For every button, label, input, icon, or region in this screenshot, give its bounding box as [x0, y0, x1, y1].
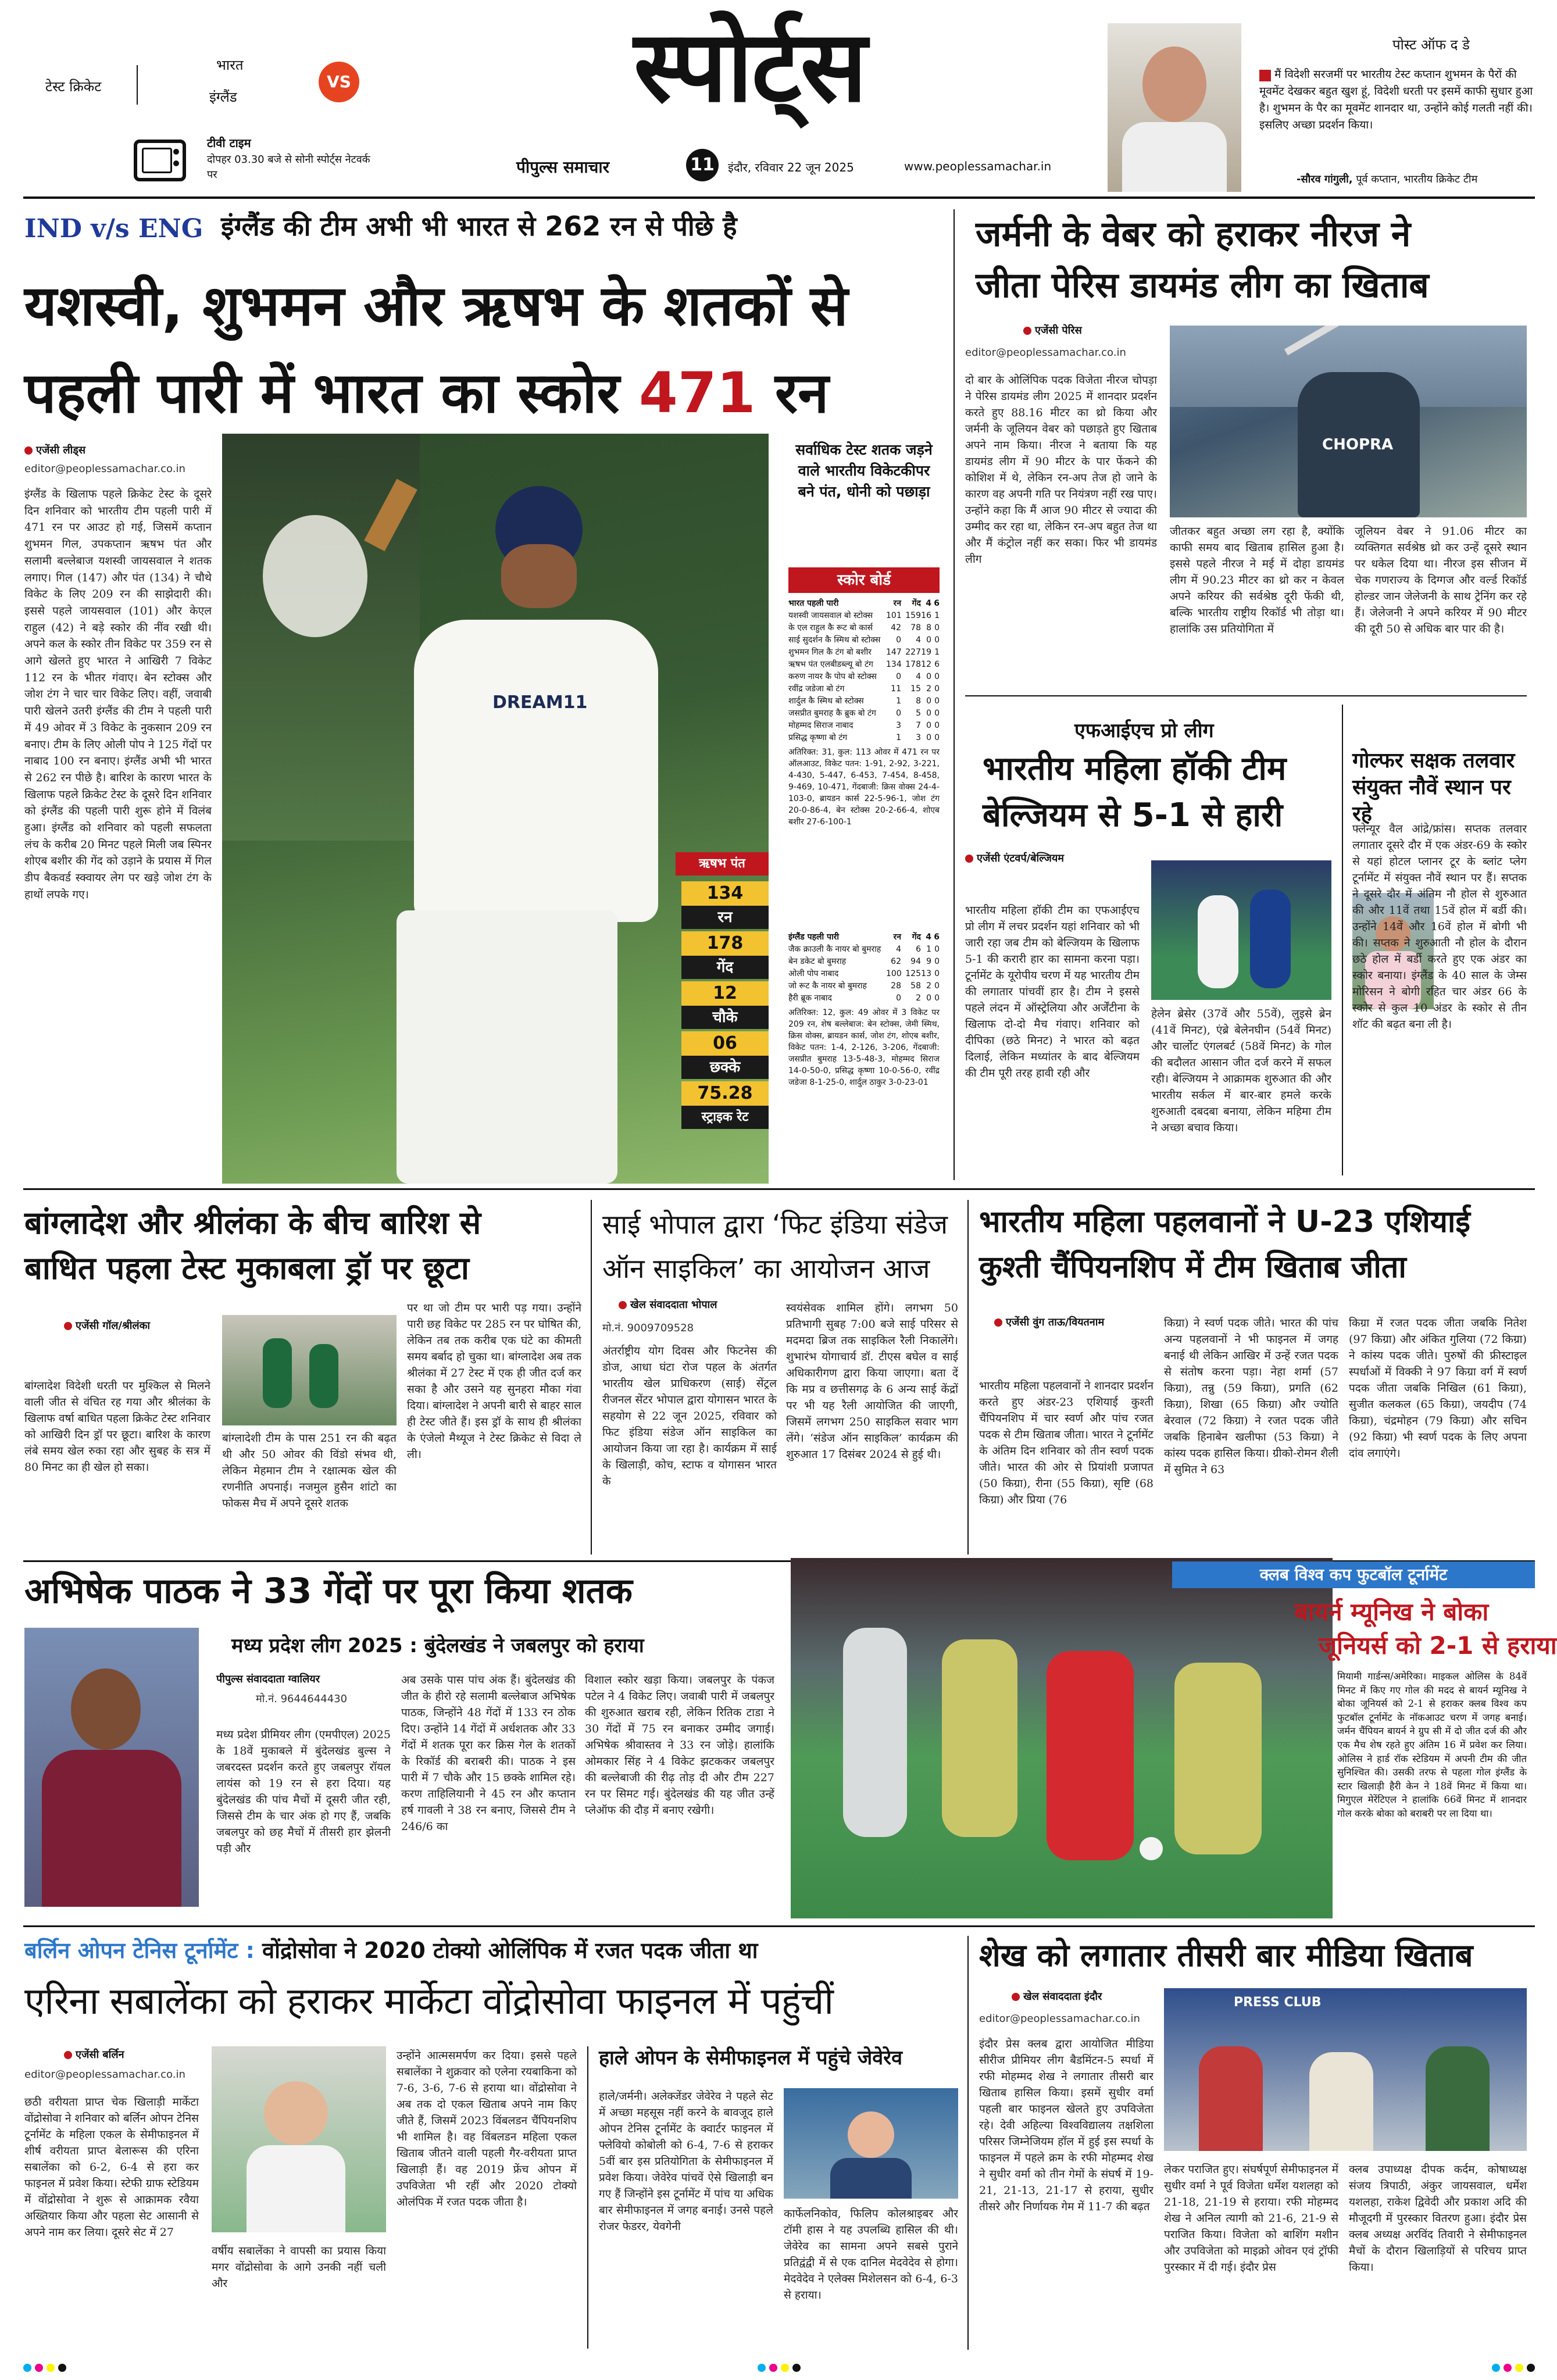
- neeraj-col2: जीतकर बहुत अच्छा लग रहा है, क्योंकि काफी समय बाद खिताब हासिल हुआ है। इससे पहले नीरज ने मई में दोहा डायमंड लीग में 90.23 मीटर का थ्रो कर न केवल अपने करियर की सर्वश्रेष्ठ दूरी फेंकी थी, बल्कि भारतीय राष्ट्रीय रिकॉर्ड भी तोड़ा था। हालांकि उस प्रतियोगिता में: [1170, 525, 1344, 635]
- banner-text: PRESS CLUB: [1234, 1995, 1322, 2010]
- masthead: [0, 0, 1557, 201]
- lead-headline-1: यशस्वी, शुभमन और ऋषभ के शतकों से: [24, 273, 848, 338]
- pant-stats: [681, 881, 769, 1131]
- stat-sixes: 06 छक्के: [681, 1031, 769, 1081]
- wrestling-col2: किग्रा) ने स्वर्ण पदक जीते। भारत की पांच अन्य पहलवानों ने भी फाइनल में जगह बनाई थी लेकिन आखिर में उन्हें रजत पदक से संतोष करना पड़ा। नेहा शर्मा (57 किग्रा), तन्नु (59 किग्रा), प्रगति (62 किग्रा), शिखा (65 किग्रा) और ज्योति बेरवाल (72 किग्रा) ने रजत पदक जीते जबकि हिनाबेन खलीफा (53 किग्रा) ने कांस्य पदक हासिल किया। ग्रीको-रोमन शैली में सुमित ने 63: [1164, 1317, 1338, 1476]
- scoreboard-row: प्रसिद्ध कृष्णा बो टंग 1 3 0 0: [788, 733, 940, 742]
- semi-headline: हाले ओपन के सेमीफाइनल में पहुंचे जेवेरेव: [599, 2046, 902, 2070]
- post-of-day-title: पोस्ट ऑफ द डे: [1392, 37, 1470, 53]
- hockey-byline: एजेंसी एंटवर्प/बेल्जियम: [965, 851, 1064, 865]
- golf-body: फ्लेन्यूर वैल आंद्रे/फ्रांस। सप्तक तलवार लगातार दूसरे दौर में एक अंडर-69 के स्कोर से यहां होटल प्लानर टूर के ब्लांट प्लेग टूर्नामेंट में संयुक्त नौवें स्थान पर हैं। सप्तक ने दूसरे दौर में अंतिम नौ होल से शुरुआत की और 11वें तथा 15वें होल में बर्डी की। उन्होंने 14वें और 16वें होल में बोगी भी की। सप्तक ने शुरुआती नौ होल के दौरान छठे होल में बर्डी करते हुए एक अंडर का स्कोर बनाया। इंग्लैंड के 40 साल के जेम्स मोरिसन ने बोगी रहित चार अंडर 66 के स्कोर से कुल 10 अंडर के स्कोर से तीन शॉट की बढ़त बना ली है।: [1352, 823, 1527, 1031]
- scoreboard-row: मोहम्मद सिराज नाबाद 3 7 0 0: [788, 721, 940, 730]
- tennis-byline: एजेंसी बर्लिन: [64, 2047, 124, 2061]
- bayern-headline-2: जूनियर्स को 2-1 से हराया: [1319, 1631, 1557, 1660]
- neeraj-photo: [1170, 326, 1527, 517]
- abhishek-photo: [24, 1628, 199, 1907]
- media-headline: शेख को लगातार तीसरी बार मीडिया खिताब: [979, 1937, 1473, 1974]
- scoreboard-row: जसप्रीत बुमराह कै ब्रुक बो टंग 0 5 0 0: [788, 709, 940, 718]
- hockey-headline-2: बेल्जियम से 5-1 से हारी: [983, 796, 1283, 834]
- stat-balls: 178 गेंद: [681, 931, 769, 981]
- bangla-col3: पर था जो टीम पर भारी पड़ गया। उन्होंने पारी छह विकेट पर 285 रन पर घोषित की, लेकिन तब तक करीब एक घंटे का कीमती समय बर्बाद हो चुका था। बांग्लादेश अब तक श्रीलंका में 27 टेस्ट में एक ही जीत दर्ज कर सका है और उसने यह सुनहरा मौका गंवा दिया। बांग्लादेश ने अपनी बारी से बाहर साल ही टेस्ट जीते हैं। इस ड्रॉ के साथ ही श्रीलंका के एंजेलो मैथ्यूज ने टेस्ट क्रिकेट से विदा ले ली।: [407, 1302, 581, 1461]
- hockey-photo: [1151, 860, 1331, 1000]
- scoreboard-header: भारत पहली पारी रन गेंद 4 6: [788, 599, 940, 608]
- tv-time-text: दोपहर 03.30 बजे से सोनी स्पोर्ट्स नेटवर्क पर: [207, 153, 370, 181]
- abhishek-byline: पीपुल्स संवाददाता ग्वालियर: [216, 1673, 320, 1685]
- masthead-title: स्पोर्ट्स: [634, 9, 866, 124]
- wrestling-col1: भारतीय महिला पहलवानों ने शानदार प्रदर्शन करते हुए अंडर-23 एशियाई कुश्ती चैंपियनशिप में चार स्वर्ण और पांच रजत पदक से टीम खिताब जीता। भारत ने टूर्नामेंट के अंतिम दिन शनिवार को तीन स्वर्ण पदक जीते। भारत की ओर से प्रियांशी प्रजापत (50 किग्रा), रीना (55 किग्रा), सृष्टि (68 किग्रा) और प्रिया (76: [979, 1380, 1154, 1506]
- stat-strike-rate: 75.28 स्ट्राइक रेट: [681, 1081, 769, 1131]
- neeraj-headline-1: जर्मनी के वेबर को हराकर नीरज ने: [976, 214, 1411, 255]
- scoreboard-header: इंग्लैंड पहली पारी रन गेंद 4 6: [788, 932, 940, 942]
- scoreboard-row: जो रूट कै नायर बो बुमराह 28 58 2 0: [788, 981, 940, 991]
- scoreboard-row: ओली पोप नाबाद 100 125 13 0: [788, 969, 940, 978]
- abhishek-phone: मो.नं. 9644644430: [256, 1693, 348, 1705]
- wrestling-headline-2: कुश्ती चैंपियनशिप में टीम खिताब जीता: [979, 1250, 1406, 1285]
- media-email: editor@peoplessamachar.co.in: [979, 2013, 1140, 2025]
- pant-stats-label: ऋषभ पंत: [676, 852, 769, 875]
- bangla-headline-1: बांग्लादेश और श्रीलंका के बीच बारिश से: [24, 1205, 481, 1241]
- scoreboard-row: ऋषभ पंत एलबीडब्ल्यू बो टंग 134 178 12 6: [788, 660, 940, 669]
- bangla-headline-2: बाधित पहला टेस्ट मुकाबला ड्रॉ पर छूटा: [24, 1250, 469, 1287]
- scoreboard-row: शार्दुल कै स्मिथ बो स्टोक्स 1 8 0 0: [788, 696, 940, 706]
- neeraj-headline-2: जीता पेरिस डायमंड लीग का खिताब: [976, 265, 1429, 306]
- scoreboard-row: हैरी ब्रूक नाबाद 0 2 0 0: [788, 994, 940, 1003]
- scoreboard-row: यशस्वी जायसवाल बो स्टोक्स 101 159 16 1: [788, 611, 940, 620]
- scoreboard-title: स्कोर बोर्ड: [788, 567, 940, 593]
- media-col1: इंदौर प्रेस क्लब द्वारा आयोजित मीडिया सीरीज प्रीमियर लीग बैडमिंटन-5 स्पर्धा में रफी मोहम्मद शेख ने लगातार तीसरी बार खिताब हासिल किया। इसमें सुधीर वर्मा पहली बार फाइनल खेलते हुए उपविजेता रहे। देवी अहिल्या विश्वविद्यालय तक्षशिला परिसर जिम्नेजियम हॉल में हुई इस स्पर्धा के फाइनल में पहले क्रम के रफी मोहम्मद शेख ने सुधीर वर्मा को तीन गेमों के संघर्ष में 19-21, 21-13, 21-17 से हराया, सुधीर तीसरे और निर्णायक गेम में 11-7 की बढ़त: [979, 2038, 1154, 2213]
- post-of-day-author: -सौरव गांगुली,: [1297, 173, 1353, 185]
- bangla-col2: बांग्लादेशी टीम के पास 251 रन की बढ़त थी और 50 ओवर की विंडो संभव थी, लेकिन मेहमान टीम ने रक्षात्मक खेल की रणनीति अपनाई। नजमुल हुसैन शांटो का फोकस मैच में अपने दूसरे शतक: [222, 1432, 397, 1510]
- page-number: 11: [686, 149, 719, 181]
- scoreboard-summary: अतिरिक्त: 12, कुल: 49 ओवर में 3 विकेट पर 209 रन, शेष बल्लेबाज: बेन स्टोक्स, जेमी स्मिथ, क्रिस वोक्स, ब्रायडन कार्स, जोश टंग, शोएब बशीर, विकेट पतन: 1-4, 2-126, 3-206, गेंदबाजी: जसप्रीत बुमराह 13-5-48-3, मोहम्मद सिराज 14-0-50-0, प्रसिद्ध कृष्णा 10-0-56-0, रवींद्र जडेजा 8-1-25-0, शार्दुल ठाकुर 3-0-23-01: [788, 1008, 940, 1087]
- scoreboard-row: के एल राहुल कै रूट बो कार्स 42 78 8 0: [788, 623, 940, 632]
- post-of-day-author-role: पूर्व कप्तान, भारतीय क्रिकेट टीम: [1356, 173, 1478, 185]
- tennis-kicker: बर्लिन ओपन टेनिस टूर्नामेंट : वोंद्रोसोवा ने 2020 टोक्यो ओलिंपिक में रजत पदक जीता था: [24, 1938, 758, 1963]
- neeraj-email: editor@peoplessamachar.co.in: [965, 346, 1126, 359]
- ganguly-photo: [1108, 23, 1241, 192]
- paper-name: पीपुल्स समाचार: [516, 158, 610, 177]
- tennis-col3: उन्होंने आत्मसमर्पण कर दिया। इससे पहले सबालेंका ने शुक्रवार को एलेना रयबाकिना को 7-6, 3-6, 7-6 से हराया था। वोंद्रोसोवा ने अब तक दो एकल खिताब अपने नाम किए जीते हैं, जिसमें 2023 विंबलडन चैंपियनशिप भी शामिल है। वह विंबलडन महिला एकल खिताब जीतने वाली पहली गैर-वरीयता प्राप्त खिलाड़ी हैं। वह 2019 फ्रेंच ओपन में उपविजेता भी रहीं और 2020 टोक्यो ओलंपिक में रजत पदक जीता है।: [397, 2049, 577, 2209]
- neeraj-byline: एजेंसी पेरिस: [1023, 323, 1082, 337]
- sai-byline: खेल संवाददाता भोपाल: [619, 1298, 717, 1311]
- bangla-col1: बांग्लादेश विदेशी धरती पर मुश्किल से मिलने वाली जीत से वंचित रह गया और श्रीलंका के खिलाफ वर्षा बाधित पहला क्रिकेट टेस्ट शनिवार को आखिरी दिन ड्रॉ पर छूटा। बारिश के कारण लंबे समय खेल रुका रहा और सुबह के सत्र में 80 मिनट का ही खेल हो सका।: [24, 1380, 210, 1474]
- registration-marks: [23, 2364, 1535, 2372]
- golf-headline: गोल्फर सक्षक तलवार संयुक्त नौवें स्थान पर रहे: [1352, 749, 1515, 826]
- scoreboard-england: [788, 931, 940, 1088]
- lead-headline-2: [24, 360, 829, 426]
- bayern-kicker: क्लब विश्व कप फुटबॉल टूर्नामेंट: [1172, 1561, 1535, 1588]
- abhishek-headline: अभिषेक पाठक ने 33 गेंदों पर पूरा किया शतक: [24, 1571, 633, 1611]
- bayern-photo: [791, 1558, 1333, 1918]
- lead-headline-text: पहली पारी में भारत का स्कोर: [24, 360, 620, 426]
- media-col2: लेकर पराजित हुए। संघर्षपूर्ण सेमीफाइनल में सुधीर वर्मा ने पूर्व विजेता धर्मेश यशलहा को 21-18, 21-19 से हराया। रफी मोहम्मद शेख ने अनिल त्यागी को 21-6, 21-9 से पराजित किया। विजेता को बाशिंग मशीन और उपविजेता को माइक्रो ओवन एवं ट्रॉफी पुरस्कार में दी गई। इंदौर प्रेस: [1164, 2163, 1338, 2274]
- sidebar-title: सर्वाधिक टेस्ट शतक जड़ने वाले भारतीय विकेटकीपर बने पंत, धोनी को पछाड़ा: [795, 441, 933, 500]
- jersey-sponsor: DREAM11: [492, 692, 588, 713]
- sai-col2: स्वयंसेवक शामिल होंगे। लगभग 50 प्रतिभागी सुबह 7:00 बजे साई परिसर से मदमदा ब्रिज तक साइकिल रैली निकालेंगे। शुभारंभ योगाचार्य डॉ. टीएस बघेल व साई अधिकारीगण द्वारा किया जाएगा। बता दें कि मप्र व छत्तीसगढ़ के 6 अन्य साई केंद्रों पर भी यह रैली आयोजित की जाएगी, जिसमें लगभग 250 साइकिल सवार भाग लेंगे। ‘संडेज ऑन साइकिल’ कार्यक्रम की शुरुआत 17 दिसंबर 2024 से हुई थी।: [786, 1302, 958, 1461]
- media-byline: खेल संवाददाता इंदौर: [1012, 1989, 1102, 2003]
- bangla-photo: [222, 1315, 397, 1425]
- tennis-col1: छठी वरीयता प्राप्त चेक खिलाड़ी मार्केटा वोंद्रोसोवा ने शनिवार को बर्लिन ओपन टेनिस टूर्नामेंट के महिला एकल के सेमीफाइनल में शीर्ष वरीयता प्राप्त बेलारूस की एरिना सबालेंका को 6-2, 6-4 से हरा कर फाइनल में प्रवेश किया। स्टेफी ग्राफ स्टेडियम में वोंद्रोसोवा ने शुरू से आक्रामक रवैया अख्तियार किया और पहला सेट आसानी से अपने नाम कर लिया। दूसरे सेट में 27: [24, 2096, 199, 2239]
- post-of-day-text: मैं विदेशी सरजमीं पर भारतीय टेस्ट कप्तान शुभमन के पैरों की मूवमेंट देखकर बहुत खुश हूं, विदेशी धरती पर इसमें काफी सुधार हुआ है। शुभमन के पैर का मूवमेंट शानदार था, उन्होंने कोई गलती नहीं की। इसलिए अच्छा प्रदर्शन किया।: [1259, 68, 1533, 131]
- lead-tag: IND v/s ENG: [24, 214, 203, 244]
- media-col3: क्लब उपाध्यक्ष दीपक कर्दम, कोषाध्यक्ष संजय त्रिपाठी, अंकुर जायसवाल, धर्मेश यशलहा, राकेश द्विवेदी और प्रकाश अदि की मौजूदगी में पुरस्कार वितरण हुआ। इंदौर प्रेस क्लब अध्यक्ष अरविंद तिवारी ने सेमीफाइनल मैचों के दौरान खिलाड़ियों से परिचय प्राप्त किया।: [1349, 2163, 1527, 2274]
- neeraj-col3: जूलियन वेबर ने 91.06 मीटर का व्यक्तिगत सर्वश्रेष्ठ थ्रो कर उन्हें दूसरे स्थान पर धकेल दिया था। नीरज इस सीजन में चेक गणराज्य के दिग्गज और वर्ल्ड रिकॉर्ड होल्डर जान जेलेजनी के साथ ट्रेनिंग कर रहे हैं। जेलेजनी ने अपने करियर में 90 मीटर की दूरी 50 से अधिक बार पार की है।: [1355, 525, 1527, 635]
- website: www.peoplessamachar.in: [904, 159, 1052, 173]
- abhishek-subhead: मध्य प्रदेश लीग 2025 : बुंदेलखंड ने जबलपुर को हराया: [231, 1634, 644, 1657]
- abhishek-col2: अब उसके पास पांच अंक हैं। बुंदेलखंड की जीत के हीरो रहे सलामी बल्लेबाज अभिषेक पाठक, जिन्होंने 48 गेंदों में 133 रन ठोक दिए। उन्होंने 14 गेंदों में अर्धशतक और 33 गेंदों में शतक पूरा कर क्रिस गेल के शतकों के रिकॉर्ड की बराबरी की। पाठक ने इस पारी में 7 चौके और 15 छक्के शामिल रहे। करण ताहिलियानी ने 45 रन और कप्तान हर्ष गावली ने 38 रन बनाए, जिससे टीम ने 246/6 का: [401, 1674, 576, 1833]
- hockey-col1: भारतीय महिला हॉकी टीम का एफआईएच प्रो लीग में लचर प्रदर्शन यहां शनिवार को भी जारी रहा जब टीम को बेल्जियम के खिलाफ 5-1 की करारी हार का सामना करना पड़ा। टूर्नामेंट के यूरोपीय चरण में यह भारतीय टीम की लगातार पांचवीं हार है। टीम ने इससे पहले लंदन में ऑस्ट्रेलिया और अर्जेंटीना के खिलाफ दो-दो मैच गंवाए। शनिवार को दीपिका (छठे मिनट) ने भारत को बढ़त दिलाई, लेकिन मध्यांतर के बाद बेल्जियम की टीम पूरी तरह हावी रही और: [965, 904, 1140, 1080]
- tennis-headline: एरिना सबालेंका को हराकर मार्केटा वोंद्रोसोवा फाइनल में पहुंचीं: [24, 1980, 833, 2023]
- lead-body: इंग्लैंड के खिलाफ पहले क्रिकेट टेस्ट के दूसरे दिन शनिवार को भारतीय टीम पहली पारी में 471 रन पर आउट हो गई, जिसमें कप्तान शुभमन गिल, उपकप्तान ऋषभ पंत और सलामी बल्लेबाज यशस्वी जायसवाल ने शतक लगाए। गिल (147) और पंत (134) ने चौथे विकेट के लिए 209 रन की साझेदारी की। इससे पहले जायसवाल (101) और केएल राहुल (42) ने बड़े स्कोर की नींव रखी थी। अपने कल के स्कोर तीन विकेट पर 359 रन से आगे खेलते हुए भारत ने आखिरी 7 विकेट 112 रन के भीतर गंवाए। बेन स्टोक्स और जोश टंग ने चार चार विकेट लिए। वहीं, जवाबी पारी खेलने उतरी इंग्लैंड की टीम ने पहली पारी में 49 ओवर में 3 विकेट के नुकसान 209 रन बनाए। टीम के लिए ओली पोप ने 125 गेंदों पर नाबाद 100 रन बनाए। इंग्लैंड अभी भी भारत से 262 रन पीछे है। बारिश के कारण भारत के खिलाफ पहले क्रिकेट टेस्ट के दूसरे दिन शनिवार को इंग्लैंड की पहली पारी शुरू होने में विलंब हुआ। इंग्लैंड को शनिवार को पहली सफलता लंच के करीब 20 मिनट पहले मिली जब स्पिनर शोएब बशीर की गेंद को उड़ाने के प्रयास में गिल डीप बैकवर्ड स्क्वायर लेग पर खड़े जोश टंग के हाथों लपके गए।: [24, 488, 212, 901]
- zverev-photo: [784, 2088, 958, 2199]
- scoreboard-india: [788, 598, 940, 828]
- sai-col1: अंतर्राष्ट्रीय योग दिवस और फिटनेस की डोज, आधा घंटा रोज पहल के अंतर्गत भारतीय खेल प्राधिकरण (साई) सेंट्रल रीजनल सेंटर भोपाल द्वारा योगासन भारत के सहयोग से 22 जून 2025, रविवार को फिट इंडिया संडेज ऑन साइकिल का आयोजन किया जा रहा है। कार्यक्रम में साई के खिलाड़ी, कोच, स्टाफ व योगासन भारत के: [602, 1345, 777, 1488]
- stat-fours: 12 चौके: [681, 981, 769, 1031]
- tennis-email: editor@peoplessamachar.co.in: [24, 2068, 185, 2081]
- abhishek-col1: मध्य प्रदेश प्रीमियर लीग (एमपीएल) 2025 के 18वें मुकाबले में बुंदेलखंड बुल्स ने जबरदस्त प्रदर्शन करते हुए जबलपुर रॉयल लायंस को 19 रन से हरा दिया। यह बुंदेलखंड की पांच मैचों में दूसरी जीत रही, जिससे टीम के चार अंक हो गए हैं, जबकि जबलपुर को छह मैचों में तीसरी हार झेलनी पड़ी और: [216, 1728, 391, 1855]
- vs-badge: VS: [319, 62, 359, 102]
- scoreboard-row: शुभमन गिल कै टंग बो बशीर 147 227 19 1: [788, 648, 940, 657]
- sabalenka-photo: [212, 2046, 386, 2232]
- sai-phone: मो.नं. 9009709528: [602, 1322, 694, 1334]
- wrestling-col3: किग्रा में रजत पदक जीता जबकि नितेश (97 किग्रा) और अंकित गुलिया (72 किग्रा) ने कांस्य पदक जीते। पुरुषों की फ्रीस्टाइल स्पर्धाओं में विक्की ने 97 किग्रा वर्ग में स्वर्ण पदक जीता जबकि निखिल (61 किग्रा), सुजीत कलकल (65 किग्रा), जयदीप (74 किग्रा), चंद्रमोहन (79 किग्रा) और सचिन (92 किग्रा) भी स्वर्ण पदक के लिए अपना दांव लगाएंगे।: [1349, 1317, 1527, 1460]
- lead-byline: एजेंसी लीड्स: [24, 443, 85, 457]
- team2: इंग्लैंड: [209, 89, 237, 105]
- bayern-headline-1: बायर्न म्यूनिख ने बोका: [1294, 1598, 1489, 1626]
- scoreboard-row: साई सुदर्शन कै स्मिथ बो स्टोक्स 0 4 0 0: [788, 635, 940, 645]
- bangla-byline: एजेंसी गॉल/श्रीलंका: [64, 1318, 150, 1332]
- hockey-col2: हेलेन ब्रेसेर (37वें और 55वें), लुइसे ब्रेन (41वें मिनट), एंब्रे बेलेनघीन (54वें मिनट) और चार्लोट एंगलबर्ट (58वें मिनट) के गोल की बदौलत आसान जीत दर्ज करने में सफल रही। बेल्जियम ने आक्रामक शुरुआत की और भारतीय सर्कल में बार-बार हमले करके शुरुआती दबदबा बनाया, लेकिन महिमा टीम ने अच्छा बचाव किया।: [1151, 1007, 1331, 1134]
- bayern-body: मियामी गार्डन्स/अमेरिका। माइकल ओलिस के 84वें मिनट में किए गए गोल की मदद से बायर्न म्यूनिख ने बोका जूनियर्स को 2-1 से हराकर क्लब विश्व कप फुटबॉल टूर्नामेंट के नॉकआउट चरण में जगह बनाई। जर्मन चैंपियन बायर्न ने ग्रुप सी में दो जीत दर्ज की और एक मैच शेष रहते हुए अंतिम 16 में प्रवेश कर लिया। ओलिस ने हार्ड रॉक स्टेडियम में अपनी टीम की जीत सुनिश्चित की। उसकी तरफ से पहला गोल इंग्लैंड के स्टार खिलाड़ी हैरी केन ने 18वें मिनट में किया था। मिगुएल मेरेंटिएल ने हालांकि 66वें मिनट में शानदार गोल करके बोका को बराबरी पर ला दिया था।: [1337, 1671, 1527, 1819]
- lead-kicker: इंग्लैंड की टीम अभी भी भारत से 262 रन से पीछे है: [221, 210, 737, 242]
- tv-icon: [134, 140, 186, 181]
- wrestling-headline-1: भारतीय महिला पहलवानों ने U-23 एशियाई: [979, 1205, 1470, 1239]
- scoreboard-row: करुण नायर कै पोप बो स्टोक्स 0 4 0 0: [788, 672, 940, 681]
- lead-email: editor@peoplessamachar.co.in: [24, 463, 185, 475]
- sai-headline-2: ऑन साइकिल’ का आयोजन आज: [602, 1253, 930, 1284]
- neeraj-col1: दो बार के ओलिंपिक पदक विजेता नीरज चोपड़ा ने पेरिस डायमंड लीग 2025 में शानदार प्रदर्शन करते हुए 88.16 मीटर का थ्रो किया और जर्मनी के जूलियन वेबर को पछाड़ते हुए खिताब अपने नाम किया। नीरज ने बताया कि यह डायमंड लीग में 90 मीटर के पार फेंकने की कोशिश में थे, लेकिन रन-अप तेज हो जाने के कारण वह अपनी गति पर नियंत्रण नहीं रख पाए। उन्होंने कहा कि मैं आज 90 मीटर से ज्यादा की उम्मीद कर रहा था, लेकिन रन-अप बहुत तेज था और मैं कंट्रोल नहीं कर सका। फिर भी डायमंड लीग: [965, 374, 1157, 566]
- semi-caption: कार्फेलनिकोव, फिलिप कोलश्राइबर और टॉमी हास ने यह उपलब्धि हासिल की थी। जेवेरेव का सामना अपने सबसे पुराने प्रतिद्वंद्वी में से एक दानिल मेदवेदेव से होगा। मेदवेदेव ने एलेक्स मिशेलसन को 6-4, 6-3 से हराया।: [784, 2207, 958, 2302]
- lead-headline-number: 471: [639, 360, 756, 426]
- team1: भारत: [216, 57, 244, 73]
- sai-headline-1: साई भोपाल द्वारा ‘फिट इंडिया संडेज: [602, 1209, 948, 1240]
- scoreboard-row: जैक क्राउली कै नायर बो बुमराह 4 6 1 0: [788, 945, 940, 954]
- tv-time-title: टीवी टाइम: [207, 136, 251, 150]
- issue-date: इंदौर, रविवार 22 जून 2025: [728, 160, 854, 174]
- tennis-col2: वर्षीय सबालेंका ने वापसी का प्रयास किया मगर वोंद्रोसोवा के आगे उनकी नहीं चली और: [212, 2245, 386, 2290]
- bib-name: CHOPRA: [1322, 436, 1394, 453]
- scoreboard-row: रवींद्र जडेजा बो टंग 11 15 2 0: [788, 684, 940, 694]
- section-label: टेस्ट क्रिकेट: [45, 78, 102, 95]
- media-photo: [1164, 1988, 1527, 2151]
- hockey-kicker: एफआईएच प्रो लीग: [1074, 719, 1214, 742]
- hockey-headline-1: भारतीय महिला हॉकी टीम: [983, 750, 1287, 788]
- stat-runs: 134 रन: [681, 881, 769, 931]
- scoreboard-summary: अतिरिक्त: 31, कुल: 113 ओवर में 471 रन पर ऑलआउट, विकेट पतन: 1-91, 2-92, 3-221, 4-430, 5-447, 6-453, 7-454, 8-458, 9-469, 10-471, गेंदबाजी: क्रिस वोक्स 24-4-103-0, ब्रायडन कार्स 22-5-96-1, जोश टंग 20-0-86-4, बेन स्टोक्स 20-2-66-4, शोएब बशीर 27-6-100-1: [788, 748, 940, 827]
- abhishek-col3: विशाल स्कोर खड़ा किया। जबलपुर के पंकज पटेल ने 4 विकेट लिए। जवाबी पारी में जबलपुर की शुरुआत खराब रही, लेकिन रितिक टाडा ने 30 गेंदों में 75 रन बनाकर उम्मीद जगाई। अभिषेक श्रीवास्तव ने 33 रन जोड़े। हालांकि ओमकार सिंह ने 4 विकेट झटककर जबलपुर की बल्लेबाजी की रीढ़ तोड़ दी और टीम 227 रन पर सिमट गई। बुंदेलखंड की यह जीत उन्हें प्लेऑफ की दौड़ में बनाए रखेगी।: [585, 1674, 774, 1817]
- wrestling-byline: एजेंसी वुंग ताऊ/वियतनाम: [994, 1315, 1104, 1329]
- lead-headline-end: रन: [774, 360, 829, 426]
- semi-col1: हाले/जर्मनी। अलेक्जेंडर जेवेरेव ने पहले सेट में अच्छा महसूस नहीं करने के बावजूद हाले ओपन टेनिस टूर्नामेंट के क्वार्टर फाइनल में फ्लेवियो कोबोली को 6-4, 7-6 से हराकर 5वीं बार इस प्रतियोगिता के सेमीफाइनल में प्रवेश किया। जेवेरेव पांचवें ऐसे खिलाड़ी बन गए हैं जिन्होंने इस टूर्नामेंट में पांच या अधिक बार सेमीफाइनल में जगह बनाई। उनसे पहले रोजर फेडरर, येवगेनी: [599, 2090, 773, 2233]
- scoreboard-row: बेन डकेट बो बुमराह 62 94 9 0: [788, 957, 940, 966]
